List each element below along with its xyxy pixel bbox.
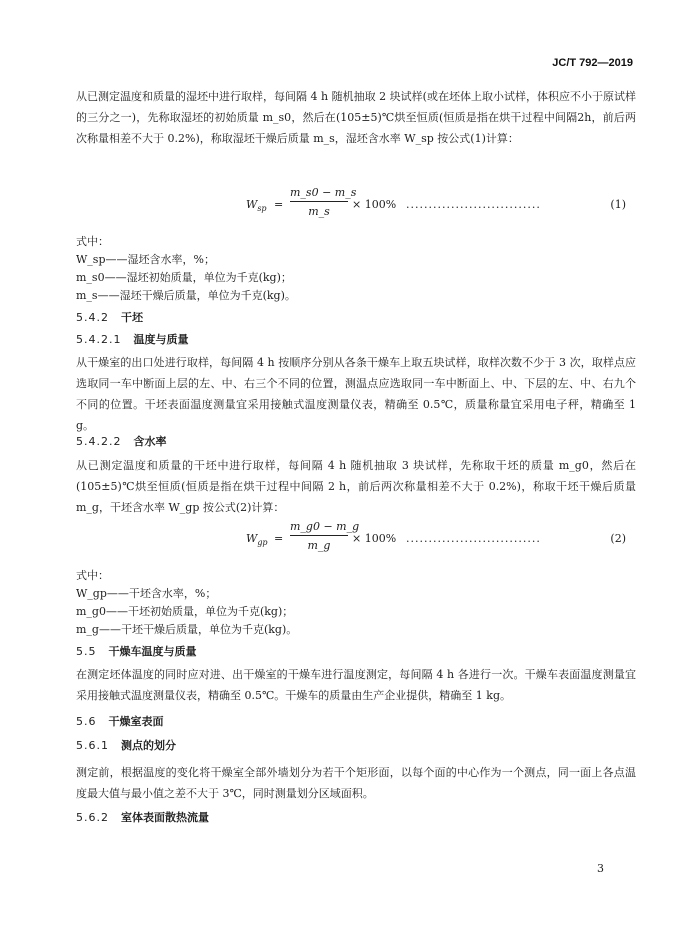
where-label-1: 式中： — [76, 235, 109, 248]
definition-mg: m_g——干坯干燥后质量，单位为千克(kg)。 — [76, 623, 298, 636]
formula-2-fraction — [290, 520, 360, 552]
formula-2-lhs: $W_{gp}$ — [246, 532, 268, 548]
formula-1-denominator: m_s — [308, 205, 330, 218]
definition-ms: m_s——湿坯干燥后质量，单位为千克(kg)。 — [76, 289, 296, 302]
heading-5-6: 5.6 干燥室表面 — [76, 715, 164, 728]
formula-1-lhs: $W_{sp}$ — [246, 198, 267, 214]
formula-1-fraction — [290, 186, 357, 218]
page-number: 3 — [597, 862, 604, 875]
formula-2-leader-dots: .............................. — [406, 532, 541, 545]
definition-wgp: W_gp——干坯含水率，%； — [76, 587, 217, 600]
formula-2-number: (2) — [610, 532, 626, 545]
formula-2 — [246, 520, 626, 562]
formula-2-numerator: m_g0 − m_g — [290, 520, 348, 536]
heading-5-4-2-1: 5.4.2.1 温度与质量 — [76, 333, 189, 346]
heading-5-4-2: 5.4.2 干坯 — [76, 311, 143, 324]
formula-1-times: × 100% — [352, 198, 397, 211]
heading-5-6-1: 5.6.1 测点的划分 — [76, 739, 176, 752]
formula-1 — [246, 186, 626, 228]
drying-car-paragraph: 在测定坯体温度的同时应对进、出干燥室的干燥车进行温度测定，每间隔 4 h 各进行一次。干燥车表面温度测量宜采用接触式温度测量仪表，精确至 0.5℃。干燥车的质量由生产企业提供，精确至 1 kg。 — [76, 668, 636, 702]
wet-sample-paragraph: 从已测定温度和质量的湿坯中进行取样，每间隔 4 h 随机抽取 2 块试样(或在坯体上取小试样，体积应不小于原试样的三分之一)，先称取湿坯的初始质量 m_s0，然后在(105±5)℃烘至恒质(恒质是指在烘干过程中间隔2h，前后两次称量相差不大于 0.2%)，称取湿坯干燥后质量 m_s，湿坯含水率 W_sp 按公式(1)计算： — [76, 90, 636, 145]
formula-2-denominator: m_g — [307, 539, 331, 552]
formula-1-numerator: m_s0 − m_s — [290, 186, 348, 202]
temperature-mass-paragraph: 从干燥室的出口处进行取样，每间隔 4 h 按顺序分别从各条干燥车上取五块试样，取样次数不少于 3 次，取样点应选取同一车中断面上层的左、中、右三个不同的位置，测温点应选取同一车中断面上、中、下层的左、中、右九个不同的位置。干坯表面温度测量宜采用接触式温度测量仪表，精确至 0.5℃，质量称量宜采用电子秤，精确至 1 g。 — [76, 356, 636, 432]
formula-1-number: (1) — [610, 198, 626, 211]
formula-2-times: × 100% — [352, 532, 397, 545]
definition-wsp: W_sp——湿坯含水率，%； — [76, 253, 215, 266]
heading-5-5: 5.5 干燥车温度与质量 — [76, 645, 197, 658]
heading-5-4-2-2: 5.4.2.2 含水率 — [76, 435, 167, 448]
definition-ms0: m_s0——湿坯初始质量，单位为千克(kg)； — [76, 271, 292, 284]
formula-2-equals: = — [274, 532, 284, 545]
formula-1-equals: = — [274, 198, 284, 211]
dry-sample-paragraph: 从已测定温度和质量的干坯中进行取样，每间隔 4 h 随机抽取 3 块试样，先称取干坯的质量 m_g0，然后在(105±5)℃烘至恒质(恒质是指在烘干过程中间隔 2 h，前后两次称量相差不大于 0.2%)，称取干坯干燥后质量 m_g，干坯含水率 W_gp 按公式(2)计算： — [76, 459, 636, 514]
standard-code-header: JC/T 792—2019 — [552, 57, 633, 69]
where-label-2: 式中： — [76, 569, 109, 582]
definition-mg0: m_g0——干坯初始质量，单位为千克(kg)； — [76, 605, 294, 618]
formula-1-leader-dots: .............................. — [406, 198, 541, 211]
heading-5-6-2: 5.6.2 室体表面散热流量 — [76, 811, 209, 824]
measure-point-paragraph: 测定前，根据温度的变化将干燥室全部外墙划分为若干个矩形面，以每个面的中心作为一个测点，同一面上各点温度最大值与最小值之差不大于 3℃，同时测量划分区域面积。 — [76, 766, 636, 800]
